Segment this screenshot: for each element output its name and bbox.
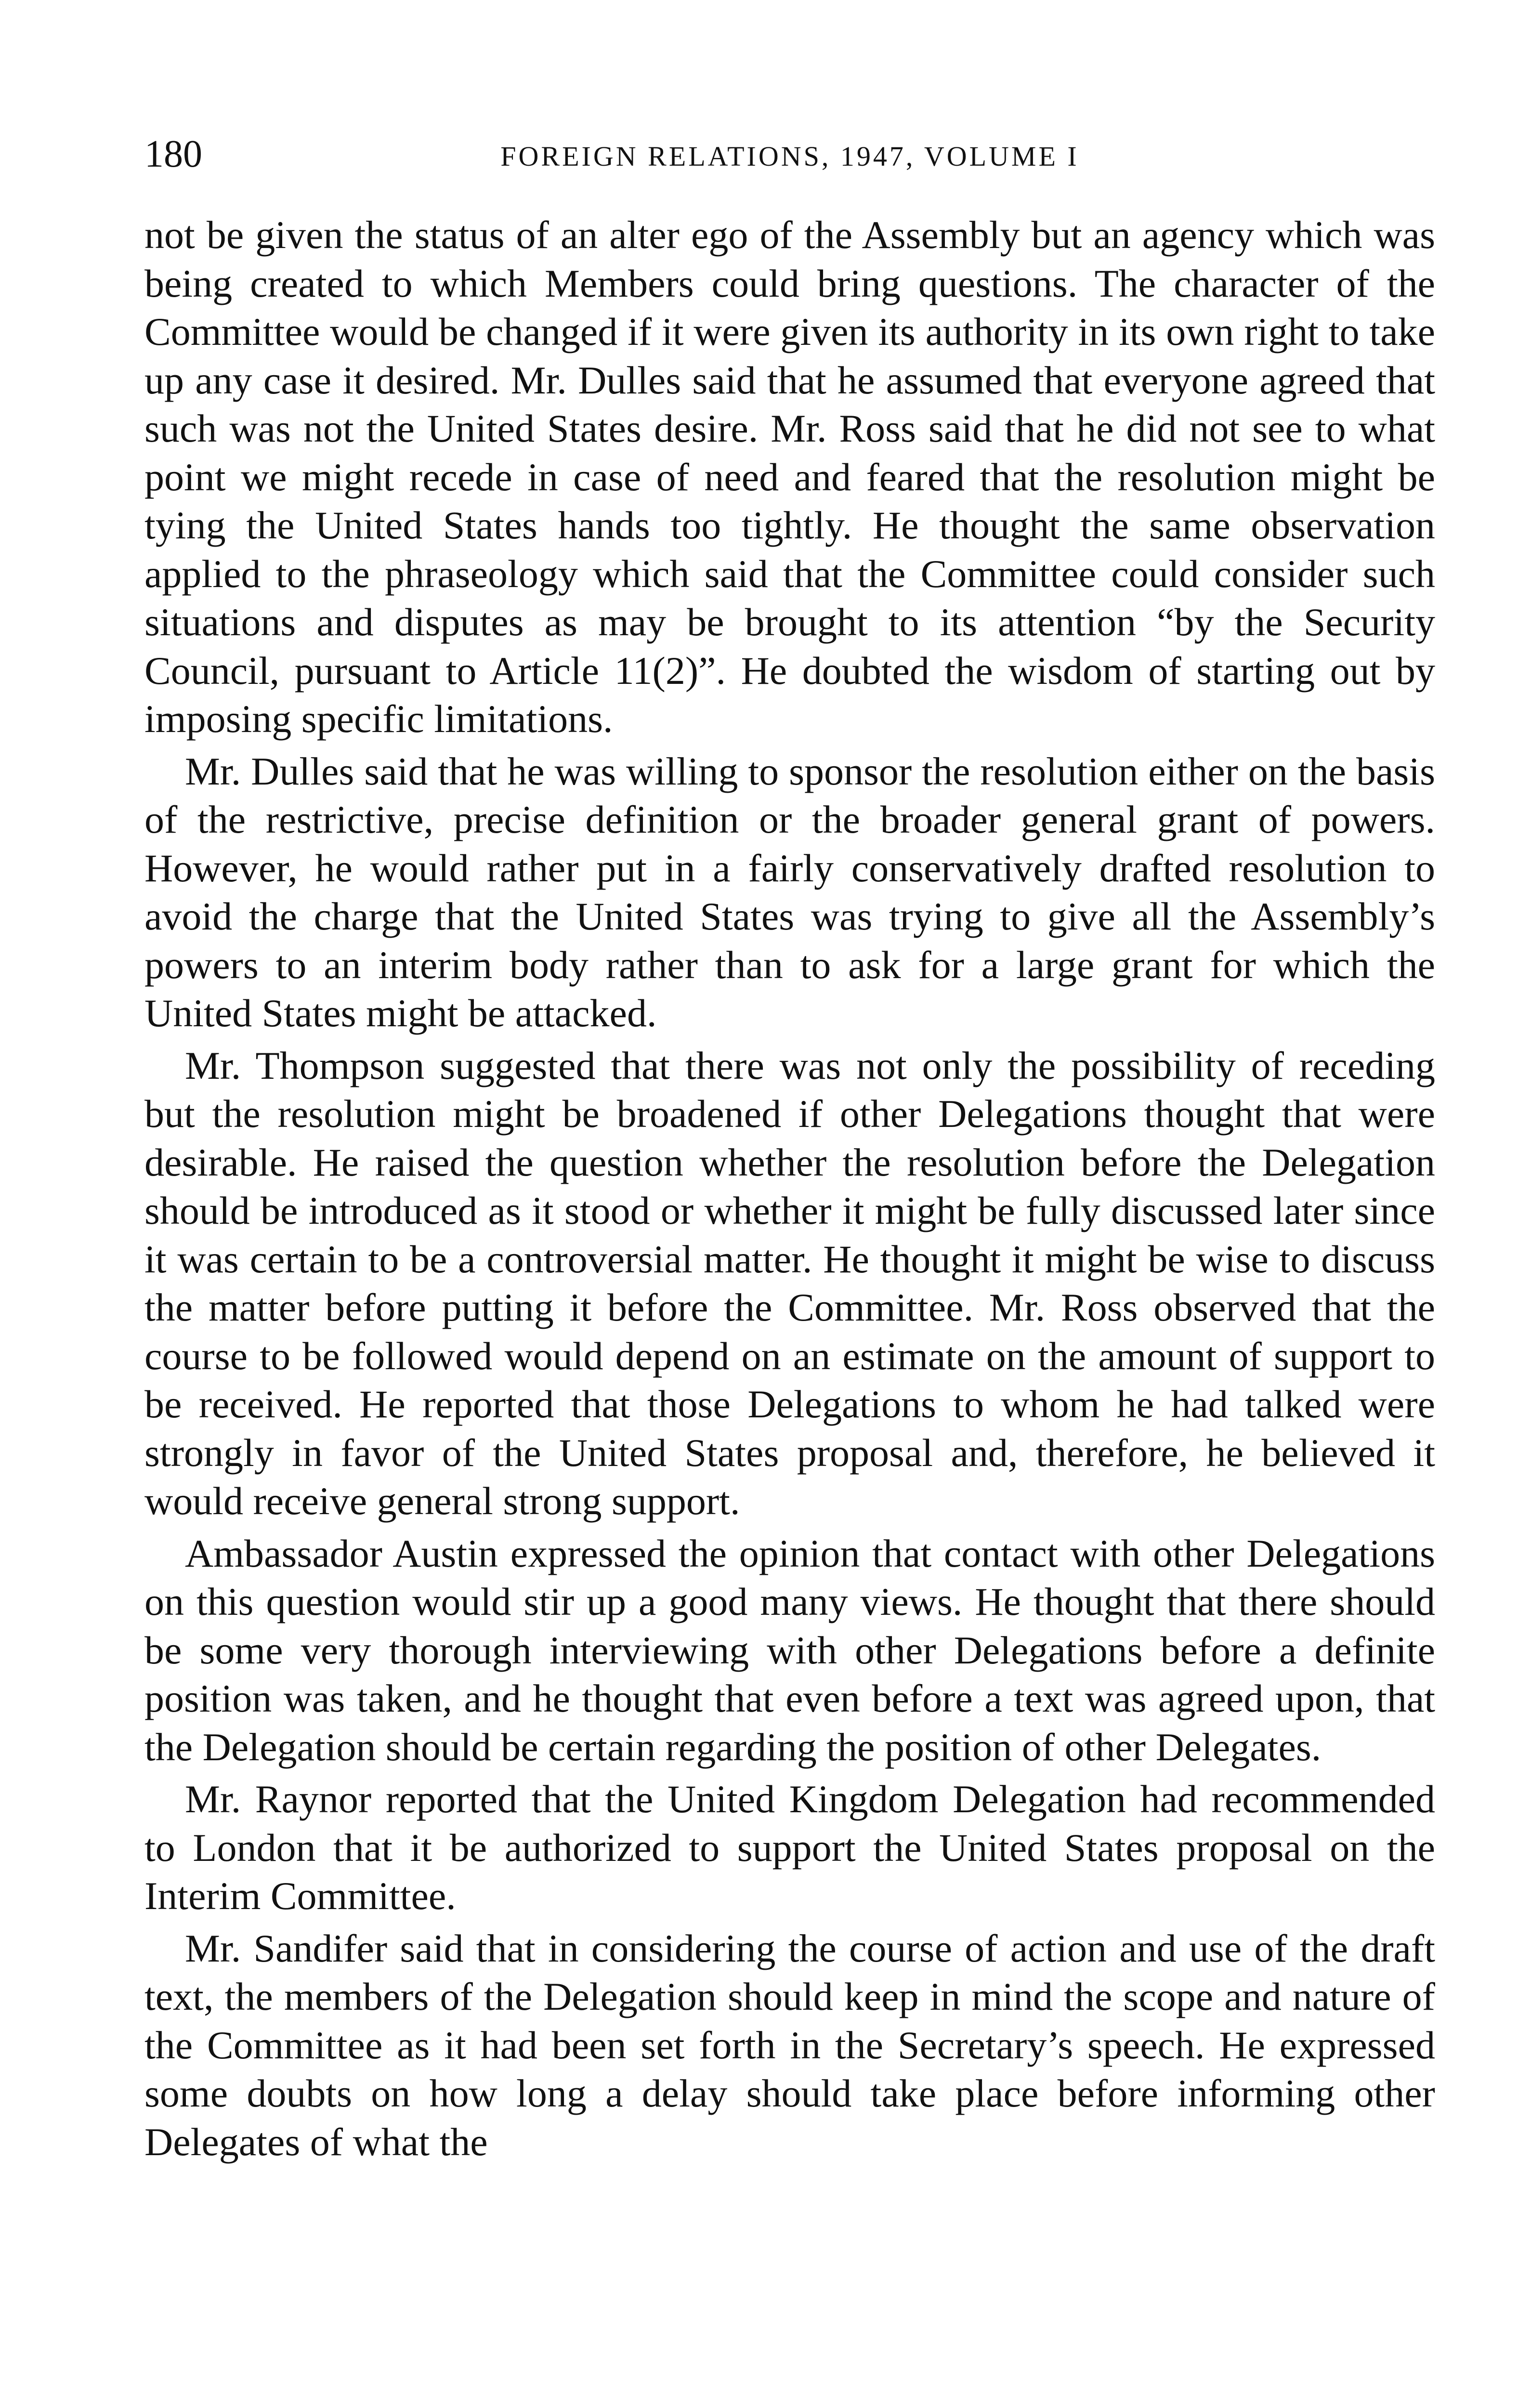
document-page xyxy=(144,130,1435,2170)
paragraph: Mr. Dulles said that he was willing to sponsor the resolution either on the basis of the restrictive, precise definition or the broader general grant of powers. However, he would rather put in a fairly conservatively drafted resolution to avoid the charge that the United States was trying to give all the Assembly’s powers to an interim body rather than to ask for a large grant for which the United States might be attacked. xyxy=(144,749,1435,1035)
paragraph: Ambassador Austin expressed the opinion that contact with other Delegations on this question would stir up a good many views. He thought that there should be some very thorough interviewing with other Delegations before a definite position was taken, and he thought that even before a text was agreed upon, that the Delegation should be certain regarding the position of other Delegates. xyxy=(144,1531,1435,1769)
page-number: 180 xyxy=(144,133,202,175)
paragraph: Mr. Raynor reported that the United Kingdom Delegation had recommended to London that it be authorized to support the United States proposal on the Interim Committee. xyxy=(144,1777,1435,1918)
running-head: FOREIGN RELATIONS, 1947, VOLUME I xyxy=(500,141,1079,172)
page-header xyxy=(144,130,1435,183)
body-text xyxy=(144,211,1435,2166)
paragraph: Mr. Sandifer said that in considering the course of action and use of the draft text, the members of the Delegation should keep in mind the scope and nature of the Committee as it had been set forth in the Secretary’s speech. He expressed some doubts on how long a delay should take place before informing other Delegates of what the xyxy=(144,1926,1435,2164)
paragraph-continued: not be given the status of an alter ego of the Assembly but an agency which was being created to which Members could bring questions. The character of the Committee would be changed if it were given its authority in its own right to take up any case it desired. Mr. Dulles said that he assumed that everyone agreed that such was not the United States desire. Mr. Ross said that he did not see to what point we might recede in case of need and feared that the resolution might be tying the United States hands too tightly. He thought the same observation applied to the phraseology which said that the Committee could consider such situations and disputes as may be brought to its attention “by the Security Council, pursuant to Article 11(2)”. He doubted the wisdom of starting out by imposing specific limitations. xyxy=(144,213,1435,741)
paragraph: Mr. Thompson suggested that there was not only the possibility of receding but the resolution might be broadened if other Delegations thought that were desirable. He raised the question whether the resolution before the Delegation should be introduced as it stood or whether it might be fully discussed later since it was certain to be a controversial matter. He thought it might be wise to discuss the matter before putting it before the Committee. Mr. Ross observed that the course to be followed would depend on an estimate on the amount of support to be received. He reported that those Delegations to whom he had talked were strongly in favor of the United States proposal and, therefore, he believed it would receive general strong support. xyxy=(144,1043,1435,1523)
